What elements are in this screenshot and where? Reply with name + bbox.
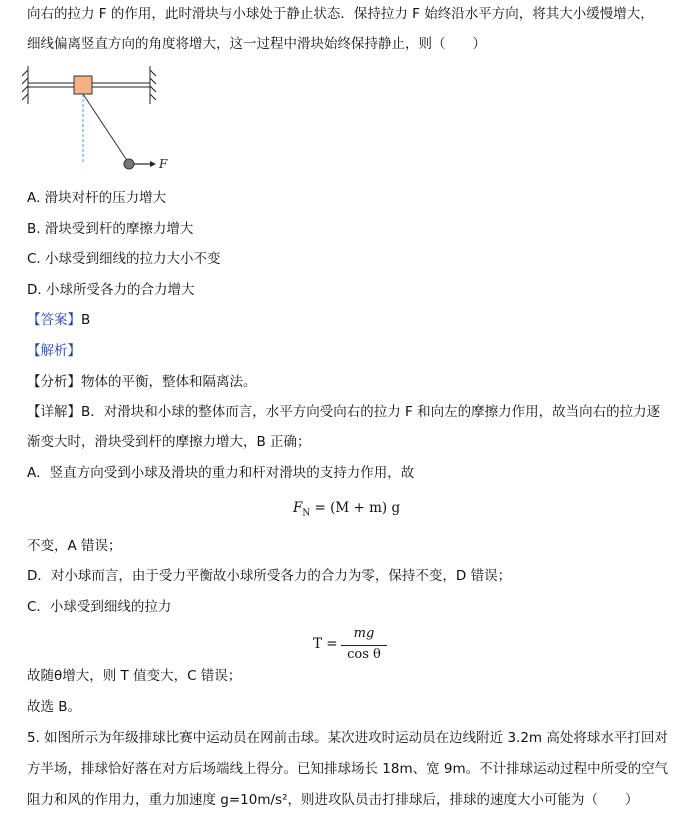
answer-line bbox=[27, 310, 90, 330]
option-c: C. 小球受到细线的拉力大小不变 bbox=[27, 251, 221, 267]
detail-line-1 bbox=[27, 402, 660, 422]
fenxi-tag: 【分析】 bbox=[27, 374, 81, 390]
option-a: A. 滑块对杆的压力增大 bbox=[27, 190, 167, 206]
left-wall bbox=[22, 66, 28, 104]
ball bbox=[124, 159, 134, 169]
question-stem-line-2: 细线偏离竖直方向的角度将增大，这一过程中滑块始终保持静止，则（ ） bbox=[27, 36, 486, 52]
string bbox=[83, 94, 128, 162]
detail-tag: 【详解】 bbox=[27, 404, 81, 420]
final-choice: 故选 B。 bbox=[27, 699, 82, 715]
fenxi-line bbox=[27, 372, 257, 392]
explanation-d: D．对小球而言，由于受力平衡故小球所受各力的合力为零，保持不变，D 错误； bbox=[27, 568, 512, 584]
explanation-a: A．竖直方向受到小球及滑块的重力和杆对滑块的支持力作用，故 bbox=[27, 465, 415, 481]
formula-rhs: = (M + m) g bbox=[314, 500, 401, 516]
formula2-numerator: mg bbox=[353, 626, 375, 641]
formula-tension bbox=[313, 626, 393, 666]
slider-block bbox=[74, 76, 92, 94]
formula2-lhs: T = bbox=[313, 636, 338, 652]
detail-text-1: B．对滑块和小球的整体而言，水平方向受向右的拉力 F 和向左的摩擦力作用，故当向右的拉力逐 bbox=[81, 404, 661, 420]
formula-sub-n: N bbox=[302, 508, 311, 519]
explanation-a-conclusion: 不变，A 错误； bbox=[27, 538, 122, 554]
analysis-tag: 【解析】 bbox=[27, 343, 81, 359]
q5-line-3: 阻力和风的作用力，重力加速度 g=10m/s²，则进攻队员击打排球后，排球的速度大小可能为（ ） bbox=[27, 792, 639, 808]
option-b: B. 滑块受到杆的摩擦力增大 bbox=[27, 221, 194, 237]
pulley-figure bbox=[22, 64, 182, 176]
force-label: F bbox=[159, 157, 168, 171]
explanation-c: C．小球受到细线的拉力 bbox=[27, 599, 172, 615]
answer-value: B bbox=[81, 312, 91, 328]
q5-line-1: 5. 如图所示为年级排球比赛中运动员在网前击球。某次进攻时运动员在边线附近 3.2m 高处将球水平打回对 bbox=[27, 730, 668, 746]
question-stem-line-1: 向右的拉力 F 的作用，此时滑块与小球处于静止状态．保持拉力 F 始终沿水平方向，将其大小缓慢增大， bbox=[27, 6, 654, 22]
detail-line-2: 渐变大时，滑块受到杆的摩擦力增大，B 正确； bbox=[27, 434, 311, 450]
fraction-bar bbox=[341, 645, 387, 646]
right-wall bbox=[150, 66, 156, 104]
formula2-denominator: cos θ bbox=[347, 647, 381, 662]
fenxi-text: 物体的平衡，整体和隔离法。 bbox=[81, 374, 257, 390]
explanation-c-conclusion: 故随θ增大，则 T 值变大，C 错误； bbox=[27, 668, 242, 684]
formula-f: F bbox=[293, 500, 303, 516]
force-arrow-head bbox=[150, 161, 156, 167]
answer-tag: 【答案】 bbox=[27, 312, 81, 328]
q5-line-2: 方半场，排球恰好落在对方后场端线上得分。已知排球场长 18m、宽 9m。不计排球运动过程中所受的空气 bbox=[27, 761, 669, 777]
option-d: D. 小球所受各力的合力增大 bbox=[27, 282, 195, 298]
formula-normal-force bbox=[293, 500, 400, 519]
